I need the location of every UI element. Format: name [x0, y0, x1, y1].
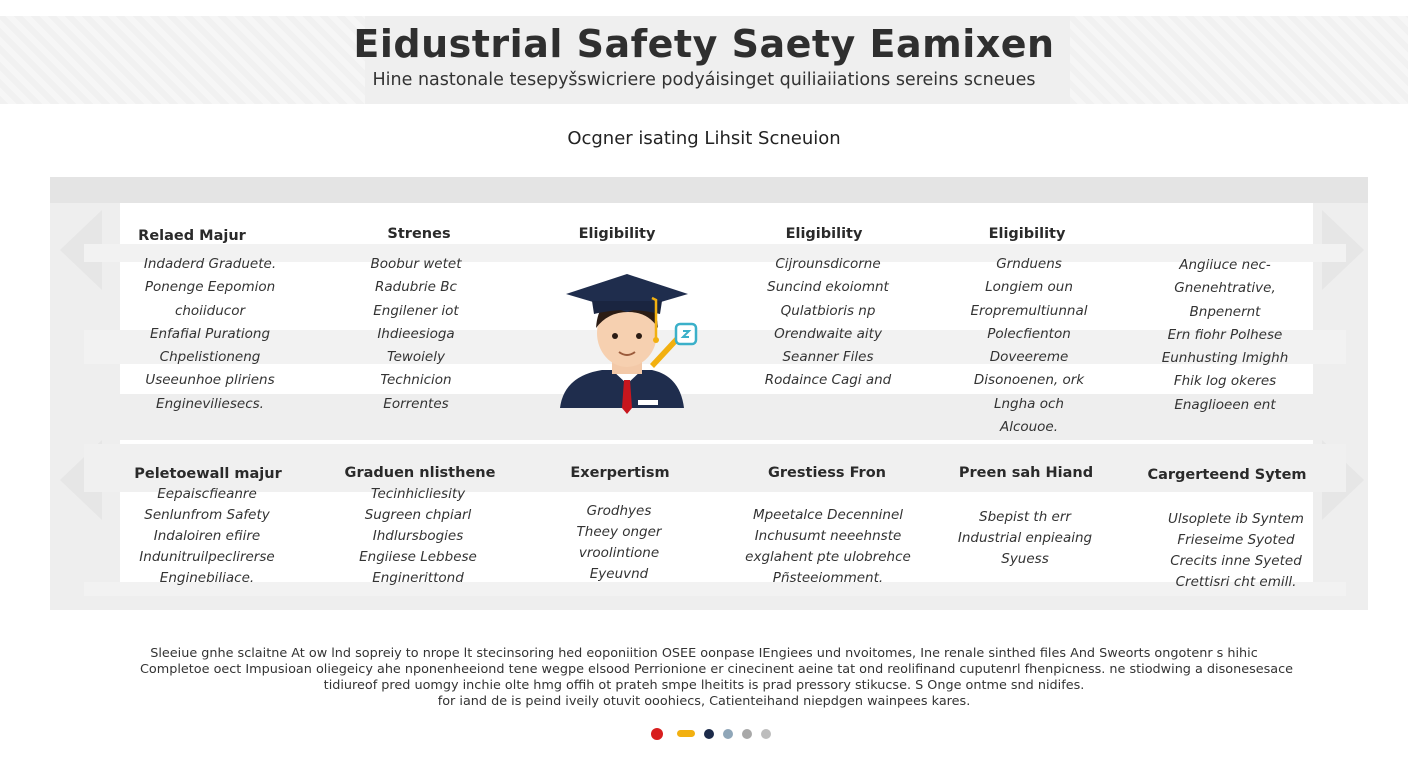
paragraph-line: tidiureof pred uomgy inchie olte hmg offih ot prateh smpe lheitits is prad pressory stikucse. S Onge ontme snd nidifes. [323, 678, 1085, 693]
cell-line: Frieseime Syoted [1177, 532, 1295, 548]
table-cell [323, 484, 513, 589]
cell-line: Enaglioeen ent [1174, 396, 1276, 413]
table-cell [524, 501, 714, 585]
body-paragraph [140, 646, 1294, 710]
cell-line: Engiiese Lebbese [359, 549, 477, 565]
cell-line: Fhik log okeres [1173, 373, 1277, 390]
pagination-dot[interactable] [704, 729, 714, 739]
cell-line: Suncind ekoiomnt [767, 279, 889, 296]
cell-line: Ihdieesioga [377, 325, 455, 342]
cell-line: Boobur wetet [370, 256, 462, 272]
cell-line: Grnduens [996, 256, 1062, 272]
table-cell [733, 253, 923, 393]
cell-line: Tewoiely [387, 349, 445, 366]
cell-line: Engineviliesecs. [156, 395, 264, 412]
cell-line: Eepaiscfieanre [157, 486, 257, 502]
cell-line: Orendwaite aity [774, 325, 882, 342]
table-cell [930, 507, 1120, 570]
table-cell [321, 253, 511, 416]
cell-line: Indaderd Graduete. [143, 256, 277, 272]
cell-line: Chpelistioneng [159, 349, 261, 366]
column-header: Relaed Majur [138, 228, 246, 244]
table-cell [112, 484, 302, 589]
cell-line: Ponenge Eepomion [144, 279, 276, 296]
cell-line: Polecfienton [987, 325, 1071, 342]
column-header: Grestiess Fron [768, 465, 886, 481]
cell-line: Alcouoe. [999, 419, 1059, 436]
cell-line: Doveereme [989, 349, 1069, 366]
cell-line: Sbepist th err [979, 509, 1071, 525]
cell-line: Enginerittond [372, 570, 464, 586]
column-header: Preen sah Hiand [958, 465, 1094, 481]
cell-line: Radubrie Bc [375, 279, 457, 296]
cell-line: Angiiuce nec- [1179, 257, 1271, 273]
cell-line: Enginebiliace. [159, 570, 255, 586]
cell-line: Useeunhoe pliriens [145, 372, 275, 389]
pagination-dot[interactable] [742, 729, 752, 739]
pagination-dot[interactable] [761, 729, 771, 739]
column-header: Strenes [387, 226, 451, 242]
cell-line: Indaloiren efiire [153, 528, 261, 544]
table-cell [733, 505, 923, 589]
cell-line: Engilener iot [373, 302, 459, 319]
page-subtitle: Hine nastonale tesepyšswicriere podyáisinget quiliaiiations sereins scneues [372, 70, 1036, 90]
page-title: Eidustrial Safety Saety Eamixen [353, 22, 1055, 66]
cell-line: Technicion [380, 372, 452, 389]
table-cell [1141, 509, 1331, 593]
cell-line: Ihdlursbogies [372, 528, 464, 544]
cell-line: Grodhyes [586, 503, 652, 519]
cell-line: Enfafial Purationg [149, 325, 271, 342]
cell-line: Ern fiohr Polhese [1167, 326, 1283, 343]
paragraph-line: Completoe oect Impusioan oliegeicy ahe nponenheeiond tene wegpe elsood Perrionione er cinecinent aeine tat ond reolifinand cuputenrl fhenpicness. ne stiodwing a disonesesace [140, 662, 1294, 677]
column-header: Peletoewall majur [134, 466, 282, 482]
cell-line: Senlunfrom Safety [144, 507, 270, 523]
cell-line: Crecits inne Syeted [1170, 553, 1302, 569]
column-header: Exerpertism [570, 465, 670, 481]
table-panel-topbar [50, 177, 1368, 203]
cell-line: Indunitruilpeclirerse [139, 549, 275, 565]
pagination-dot[interactable] [677, 730, 695, 737]
cell-line: Ulsoplete ib Syntem [1168, 511, 1304, 527]
cell-line: Tecinhicliesity [370, 486, 466, 502]
cell-line: Syuess [1001, 551, 1049, 567]
column-header: Eligibility [578, 226, 656, 242]
cell-line: Cijrounsdicorne [775, 256, 881, 272]
column-header: Cargerteend Sytem [1147, 467, 1307, 483]
cell-line: Eorrentes [383, 395, 449, 412]
pagination [650, 728, 780, 740]
column-header: Eligibility [988, 226, 1066, 242]
cell-line: Bnpenernt [1189, 303, 1261, 320]
cell-line: Seanner Files [782, 349, 874, 366]
cell-line: Gnenehtrative, [1174, 280, 1276, 297]
cell-line: Sugreen chpiarl [364, 507, 472, 523]
cell-line: Theey onger [576, 524, 662, 540]
cell-line: Disonoenen, ork [973, 372, 1085, 389]
cell-line: exglahent pte ulobrehce [745, 549, 911, 565]
cell-line: Mpeetalce Decenninel [752, 507, 904, 523]
cell-line: Longiem oun [985, 279, 1073, 296]
cell-line: Qulatbioris np [780, 302, 876, 319]
cell-line: Eropremultiunnal [970, 302, 1088, 319]
cell-line: choiiducor [174, 302, 246, 319]
cell-line: Industrial enpieaing [957, 530, 1093, 546]
cell-line: Pñsteeiomment. [772, 570, 884, 586]
section-heading: Ocgner isating Lihsit Scneuion [567, 128, 841, 149]
cell-line: Lngha och [993, 395, 1064, 412]
cell-line: Eunhusting lmighh [1161, 350, 1289, 367]
table-cell [934, 253, 1124, 439]
pagination-dot[interactable] [651, 728, 663, 740]
column-header: Eligibility [785, 226, 863, 242]
cell-line: Crettisri cht emill. [1175, 574, 1297, 590]
pagination-dot[interactable] [723, 729, 733, 739]
paragraph-line: Sleeiue gnhe sclaitne At ow lnd sopreiy to nrope lt stecinsoring hed eoponiition OSEE oonpase IEngiees und nvoitomes, Ine renale sinthed files And Sweorts ongotenr s hihic [150, 646, 1258, 661]
column-header: Graduen nlisthene [344, 465, 496, 481]
cell-line: Rodaince Cagi and [764, 372, 892, 389]
table-cell [115, 253, 305, 416]
graduate-icon [552, 268, 702, 428]
cell-line: Inchusumt neeehnste [754, 528, 902, 544]
table-cell [1130, 254, 1320, 417]
cell-line: vroolintione [578, 545, 660, 561]
paragraph-line: for iand de is peind iveily otuvit ooohiecs, Catienteihand niepdgen wainpees kares. [437, 694, 971, 709]
cell-line: Eyeuvnd [589, 566, 649, 582]
